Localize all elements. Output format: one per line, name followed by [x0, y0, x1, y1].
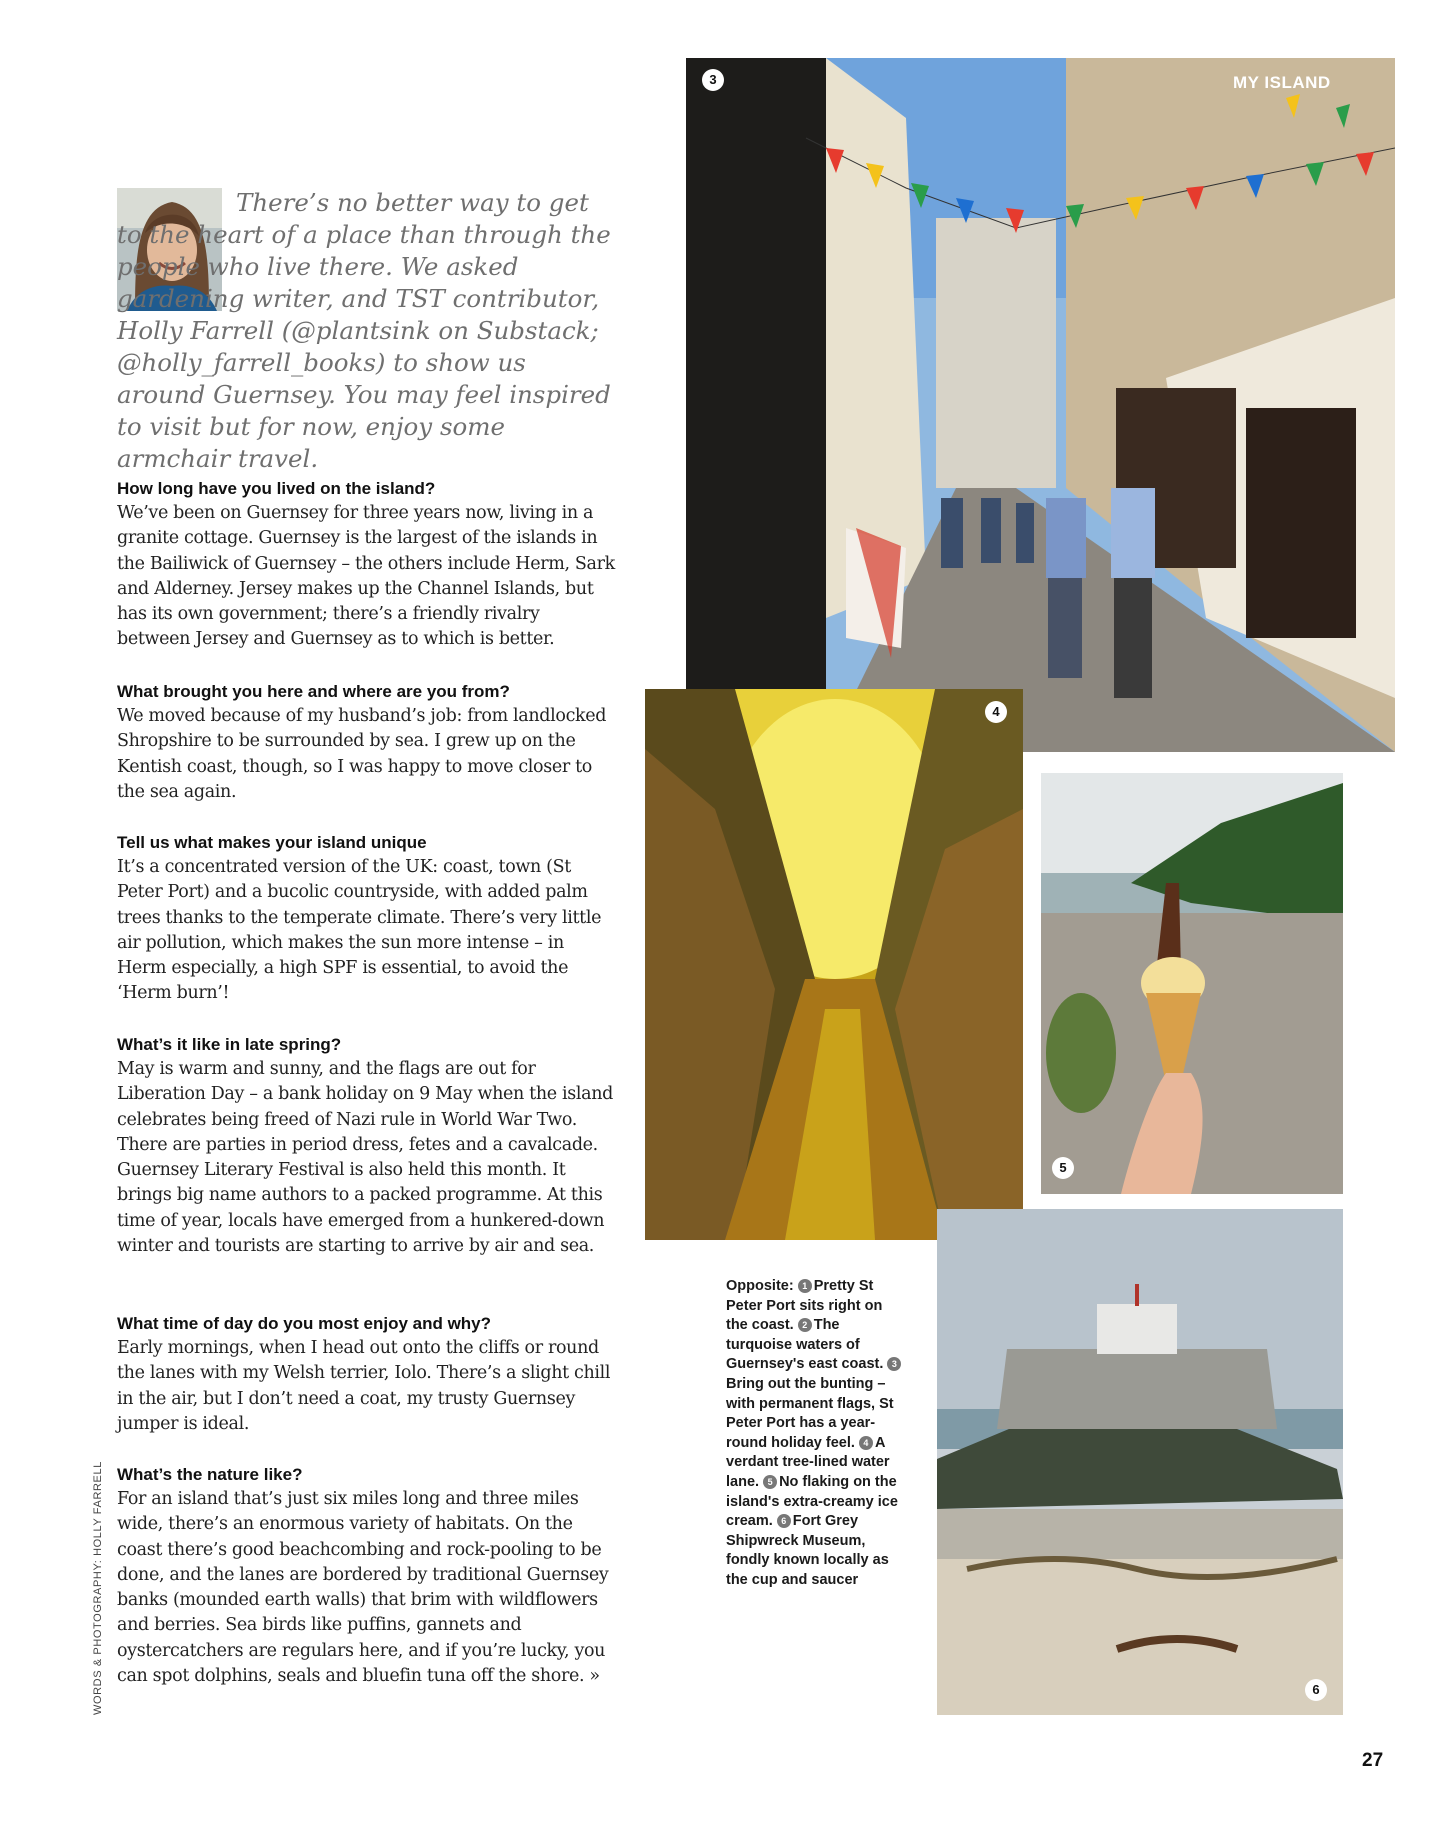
question-heading: Tell us what makes your island unique	[117, 833, 427, 852]
qa-block	[117, 1311, 617, 1437]
caption-number-badge: 5	[763, 1475, 777, 1489]
answer-text: It’s a concentrated version of the UK: coast, town (St Peter Port) and a bucolic countryside, with added palm trees thanks to the temperate climate. There’s very little air pollution, which makes the sun more intense – in Herm especially, a high SPF is essential, to avoid the ‘Herm burn’!	[117, 857, 602, 1004]
photo-number-badge: 6	[1305, 1679, 1327, 1701]
caption-item: A verdant tree-lined water lane.	[726, 1434, 890, 1490]
photo-fort-grey	[937, 1209, 1343, 1715]
photo-water-lane	[645, 689, 1023, 1240]
caption-number-badge: 1	[798, 1279, 812, 1293]
caption-item: The turquoise waters of Guernsey's east coast.	[726, 1317, 884, 1373]
question-heading: How long have you lived on the island?	[117, 479, 436, 498]
answer-text: Early mornings, when I head out onto the cliffs or round the lanes with my Welsh terrier, Iolo. There’s a slight chill in the air, but I don’t need a coat, my trusty Guernsey jumper is ideal.	[117, 1338, 611, 1434]
answer-text: We moved because of my husband’s job: from landlocked Shropshire to be surrounded by sea. I grew up on the Kentish coast, though, so I was happy to move closer to the sea again.	[117, 706, 607, 802]
qa-block	[117, 1032, 617, 1259]
caption-item: Bring out the bunting – with permanent flags, St Peter Port has a year-round holiday feel.	[726, 1375, 894, 1451]
caption-number-badge: 4	[859, 1436, 873, 1450]
answer-text: We’ve been on Guernsey for three years now, living in a granite cottage. Guernsey is the largest of the islands in the Bailiwick of Guernsey – the others include Herm, Sark and Alderney. Jersey makes up the Channel Islands, but has its own government; there’s a friendly rivalry between Jersey and Guernsey as to which is better.	[117, 503, 615, 650]
photo-credit: WORDS & PHOTOGRAPHY: HOLLY FARRELL	[92, 1461, 104, 1715]
photo-number-badge: 3	[702, 69, 724, 91]
photo-number-badge: 5	[1052, 1157, 1074, 1179]
caption-item: Pretty St Peter Port sits right on the coast.	[726, 1278, 883, 1334]
caption-item: No flaking on the island's extra-creamy ice cream.	[726, 1473, 898, 1530]
section-label: MY ISLAND	[1233, 73, 1331, 92]
answer-text: May is warm and sunny, and the flags are out for Liberation Day – a bank holiday on 9 May when the island celebrates being freed of Nazi rule in World War Two. There are parties in period dress, fetes and a cavalcade. Guernsey Literary Festival is also held this month. It brings big name authors to a packed programme. At this time of year, locals have emerged from a hunkered-down winter and tourists are starting to arrive by air and sea.	[117, 1059, 613, 1257]
question-heading: What’s the nature like?	[117, 1465, 303, 1484]
caption-number-badge: 6	[777, 1514, 791, 1528]
photo-number-badge: 4	[985, 701, 1007, 723]
intro-text: There’s no better way to get to the heart of a place than through the people who live there. We asked gardening writer, and TST contributor, Holly Farrell (@plantsink on Substack; @holly_farrell_books) to show us around Guernsey. You may feel inspired to visit but for now, enjoy some armchair travel.	[117, 188, 611, 473]
question-heading: What’s it like in late spring?	[117, 1035, 342, 1054]
question-heading: What brought you here and where are you from?	[117, 682, 510, 701]
qa-block	[117, 830, 617, 1007]
caption-lead: Opposite:	[726, 1278, 794, 1294]
answer-text: For an island that’s just six miles long and three miles wide, there’s an enormous variety of habitats. On the coast there’s good beachcombing and rock-pooling to be done, and the lanes are bordered by traditional Guernsey banks (mounded earth walls) that brim with wildflowers and berries. Sea birds like puffins, gannets and oystercatchers are regulars here, and if you’re lucky, you can spot dolphins, seals and bluefin tuna off the shore. »	[117, 1489, 609, 1687]
question-heading: What time of day do you most enjoy and why?	[117, 1314, 492, 1333]
photo-caption	[726, 1277, 906, 1591]
qa-block	[117, 1462, 617, 1689]
photo-ice-cream	[1041, 773, 1343, 1194]
intro-paragraph	[117, 187, 617, 475]
caption-item: Fort Grey Shipwreck Museum, fondly known locally as the cup and saucer	[726, 1513, 889, 1588]
caption-number-badge: 3	[887, 1357, 901, 1371]
photo-street-bunting	[686, 58, 1395, 752]
caption-number-badge: 2	[798, 1318, 812, 1332]
qa-block	[117, 679, 617, 805]
page-number: 27	[1362, 1750, 1384, 1771]
qa-block	[117, 476, 617, 653]
